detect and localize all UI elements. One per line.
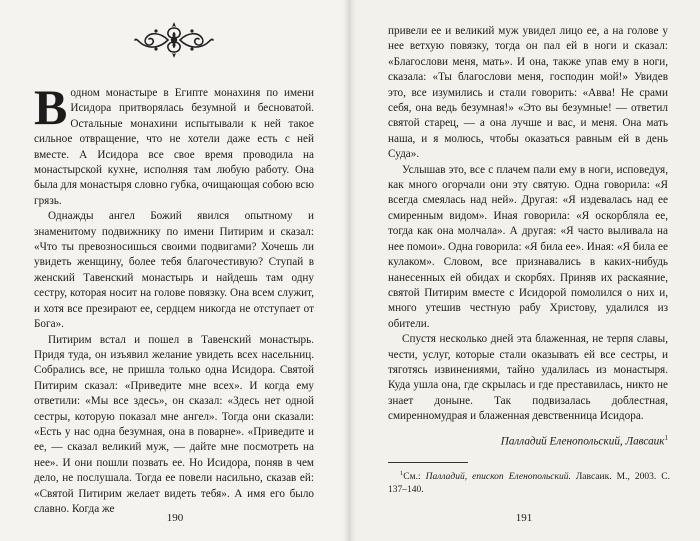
footnote-author: Палладий, епископ Еленопольский. [425, 472, 571, 483]
attribution-text: Палладий Еленопольский, Лавсаик [500, 435, 665, 448]
paragraph: Спустя несколько дней эта блаженная, не терпя славы, чести, услуг, которые стали оказывать ей все сестры, и тяготясь извинениями, тайно удалилась из монастыря. Куда ушла она, где скрылась и где преставилась, никто не знает доныне. Так подвизалась доблестная, смиренномудрая и блаженная девственница Исидора. [388, 333, 668, 423]
footnote-lead: См.: [403, 472, 426, 483]
flourish-ornament [132, 22, 216, 58]
footnote-source: Лавсаик. М., 2003. С. 137–140. [388, 472, 670, 495]
footnote-mark: 1 [400, 470, 404, 477]
right-body-text [388, 24, 668, 450]
right-page [350, 0, 700, 541]
attribution [388, 431, 668, 450]
footnote-divider [388, 462, 468, 463]
paragraph [34, 79, 314, 209]
paragraph: Питирим встал и пошел в Тавенский монастырь. Придя туда, он изъявил желание увидеть всех насельниц. Собрались все, не пришла только одна Исидора. Святой Питирим сказал: «Приведите мне всех». И когда ему ответили: «Мы все здесь», он сказал: «Здесь нет одной сестры, которую показал мне ангел». Тогда они сказали: «Есть у нас одна безумная, она в поварне». «Приведите и ее, — сказал великий муж, — дайте мне посмотреть на нее». И они пошли позвать ее. Но Исидора, поняв в чем дело, не послушала. Тогда ее повели насильно, сказав ей: «Святой Питирим желает видеть тебя». А имя его было славно. Когда же [34, 333, 314, 515]
footnote [388, 468, 670, 496]
page-number: 191 [515, 512, 533, 524]
paragraph: Услышав это, все с плачем пали ему в ноги, исповедуя, как много огорчали они эту святую. Одна говорила: «Я всегда смеялась над ней». Другая: «Я издевалась над ее смиренным видом». Иная говорила: «Я оскорбляла ее, тогда как она молчала». А другая: «Я часто выливала на нее помои». Одна говорила: «Я била ее». Иная: «Я била ее кулаком». Словом, все признавались в каких-нибудь нанесенных ей обидах и скорбях. Приняв их раскаяние, святой Питирим вместе с Исидорой помолился о них и, много утешив честную рабу Христову, удалился из обители. [388, 163, 668, 330]
footnote-ref: 1 [664, 433, 668, 442]
paragraph: привели ее и великий муж увидел лицо ее, а на голове у нее ветхую повязку, тогда он пал ей в ноги и сказал: «Благослови меня, мать». И она, также упав ему в ноги, сказала: «Ты благослови меня, господин мой!» Увидев это, все изумились и стали говорить: «Авва! Не срами себя, она ведь безумная!» «Это вы безумные! — ответил святой старец, — а она лучше и вас, и меня. Она мать наша, и я молюсь, чтобы оказаться равным ей в день Суда». [388, 25, 668, 161]
paragraph: Однажды ангел Божий явился опытному и знаменитому подвижнику по имени Питирим и сказал: «Что ты превозносишься своими подвигами? Хочешь ли увидеть женщину, более тебя благочестивую? Ступай в женский Тавенский монастырь и найдешь там одну сестру, которая носит на голове повязку. Она всем служит, и хотя все презирают ее, сердцем никогда не отступает от Бога». [34, 210, 314, 331]
page-number: 190 [166, 512, 184, 524]
drop-cap: В [34, 79, 68, 135]
left-body-text [34, 79, 314, 517]
paragraph-text: одном монастыре в Египте монахиня по имени Исидора притворялась безумной и бесноватой. Остальные монахини испытывали к ней такое сильное отвращение, что не хотели даже есть с ней вместе. А Исидора все свое время проводила на монастырской кухне, исполняя там любую работу. Она была для монастыря словно губка, очищающая собою всю грязь. [34, 87, 314, 207]
